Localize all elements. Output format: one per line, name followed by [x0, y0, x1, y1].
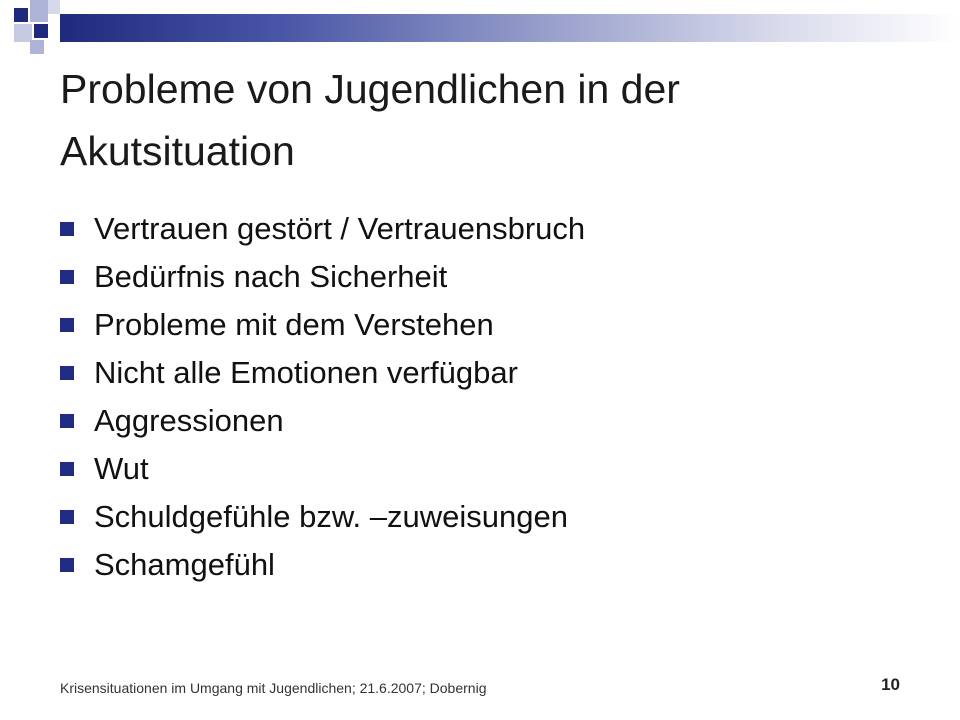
slide-title: Probleme von Jugendlichen in der Akutsituation — [60, 66, 680, 174]
bullet-list — [60, 205, 920, 589]
bullet-text: Nicht alle Emotionen verfügbar — [94, 355, 518, 390]
bullet-square-icon — [60, 366, 74, 380]
bullet-text: Vertrauen gestört / Vertrauensbruch — [94, 211, 586, 246]
header-gradient-bar — [60, 14, 960, 42]
bullet-square-icon — [60, 462, 74, 476]
page-number: 10 — [881, 675, 900, 694]
slide-footer: Krisensituationen im Umgang mit Jugendlichen; 21.6.2007; Dobernig — [60, 680, 487, 696]
bullet-text: Schamgefühl — [94, 547, 275, 582]
bullet-text: Schuldgefühle bzw. –zuweisungen — [94, 499, 568, 534]
bullet-square-icon — [60, 510, 74, 524]
bullet-text: Aggressionen — [94, 403, 284, 438]
deco-square-light — [48, 0, 60, 14]
bullet-item — [60, 349, 920, 397]
bullet-text: Wut — [94, 451, 149, 486]
deco-square-dark — [14, 8, 28, 22]
bullet-item — [60, 445, 920, 493]
bullet-square-icon — [60, 222, 74, 236]
bullet-square-icon — [60, 318, 74, 332]
deco-square-light — [30, 0, 48, 22]
bullet-item — [60, 205, 920, 253]
bullet-item — [60, 493, 920, 541]
bullet-square-icon — [60, 558, 74, 572]
bullet-text: Bedürfnis nach Sicherheit — [94, 259, 448, 294]
header-decoration — [0, 0, 960, 60]
deco-square-light — [30, 40, 44, 54]
bullet-square-icon — [60, 414, 74, 428]
deco-square-dark — [34, 24, 48, 38]
bullet-item — [60, 397, 920, 445]
bullet-item — [60, 301, 920, 349]
bullet-item — [60, 541, 920, 589]
bullet-square-icon — [60, 270, 74, 284]
bullet-item — [60, 253, 920, 301]
bullet-text: Probleme mit dem Verstehen — [94, 307, 494, 342]
